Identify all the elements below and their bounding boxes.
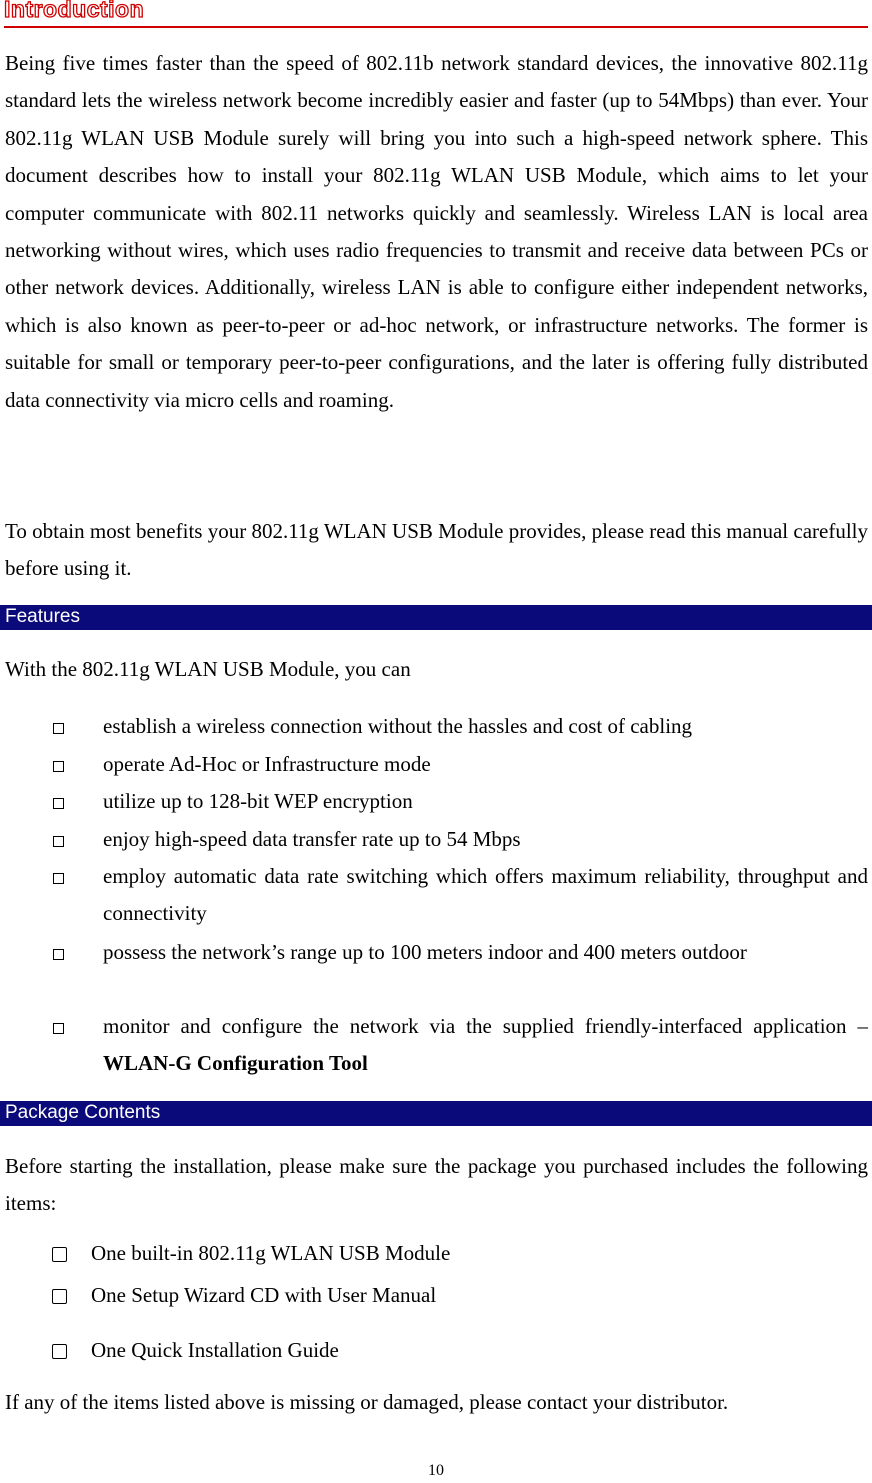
package-lead: Before starting the installation, please make sure the package you purchased includes the following items: (5, 1154, 868, 1216)
introduction-heading-text: Introduction (4, 0, 145, 22)
checkbox-bullet-icon (52, 1247, 67, 1262)
features-heading: Features (5, 606, 80, 627)
intro-paragraph-1: Being five times faster than the speed of 802.11b network standard devices, the innovative 802.11g standard lets the wireless network become incredibly easier and faster (up to 54Mbps) than ever. Your 802.11g WLAN USB Module surely will bring you into such a high-speed network sphere. This document describes how to install your 802.11g WLAN USB Module, which aims to let your computer communicate with 802.11 networks quickly and seamlessly. Wireless LAN is local area networking without wires, which uses radio frequencies to transmit and receive data between PCs or other network devices. Additionally, wireless LAN is able to configure either independent networks, which is also known as peer-to-peer or ad-hoc network, or infrastructure networks. The former is suitable for small or temporary peer-to-peer configurations, and the later is offering fully distributed data connectivity via micro cells and roaming. (5, 51, 868, 412)
square-bullet-icon (53, 873, 64, 884)
page-number: 10 (428, 1462, 444, 1479)
square-bullet-icon (53, 836, 64, 847)
package-item (0, 1277, 872, 1317)
square-bullet-icon (53, 798, 64, 809)
feature-text: utilize up to 128-bit WEP encryption (103, 789, 413, 813)
features-section-bar (0, 605, 872, 630)
feature-text: enjoy high-speed data transfer rate up to 54 Mbps (103, 827, 521, 851)
package-item-text: One Setup Wizard CD with User Manual (91, 1283, 437, 1307)
package-item (0, 1235, 872, 1275)
package-item-text: One Quick Installation Guide (91, 1338, 339, 1362)
configuration-tool-name: WLAN-G Configuration Tool (103, 1051, 368, 1076)
checkbox-bullet-icon (52, 1289, 67, 1304)
feature-text-prefix: monitor and configure the network via the supplied friendly-interfaced application – (103, 1014, 868, 1038)
package-footer: If any of the items listed above is missing or damaged, please contact your distributor. (5, 1390, 729, 1414)
package-contents-section-bar (0, 1101, 872, 1126)
square-bullet-icon (53, 949, 64, 960)
intro-paragraph-2: To obtain most benefits your 802.11g WLAN USB Module provides, please read this manual carefully before using it. (5, 519, 868, 581)
checkbox-bullet-icon (52, 1344, 67, 1359)
introduction-heading (4, 0, 868, 28)
feature-text: employ automatic data rate switching which offers maximum reliability, throughput and connectivity (103, 864, 868, 926)
package-contents-heading: Package Contents (5, 1102, 161, 1123)
square-bullet-icon (53, 761, 64, 772)
package-item-text: One built-in 802.11g WLAN USB Module (91, 1241, 451, 1265)
features-lead: With the 802.11g WLAN USB Module, you can (5, 657, 411, 681)
feature-text: operate Ad-Hoc or Infrastructure mode (103, 752, 431, 776)
square-bullet-icon (53, 723, 64, 734)
feature-text: possess the network’s range up to 100 meters indoor and 400 meters outdoor (103, 940, 747, 964)
square-bullet-icon (53, 1023, 64, 1034)
feature-text (103, 1008, 868, 1083)
package-item (0, 1332, 872, 1372)
feature-text: establish a wireless connection without the hassles and cost of cabling (103, 714, 693, 738)
